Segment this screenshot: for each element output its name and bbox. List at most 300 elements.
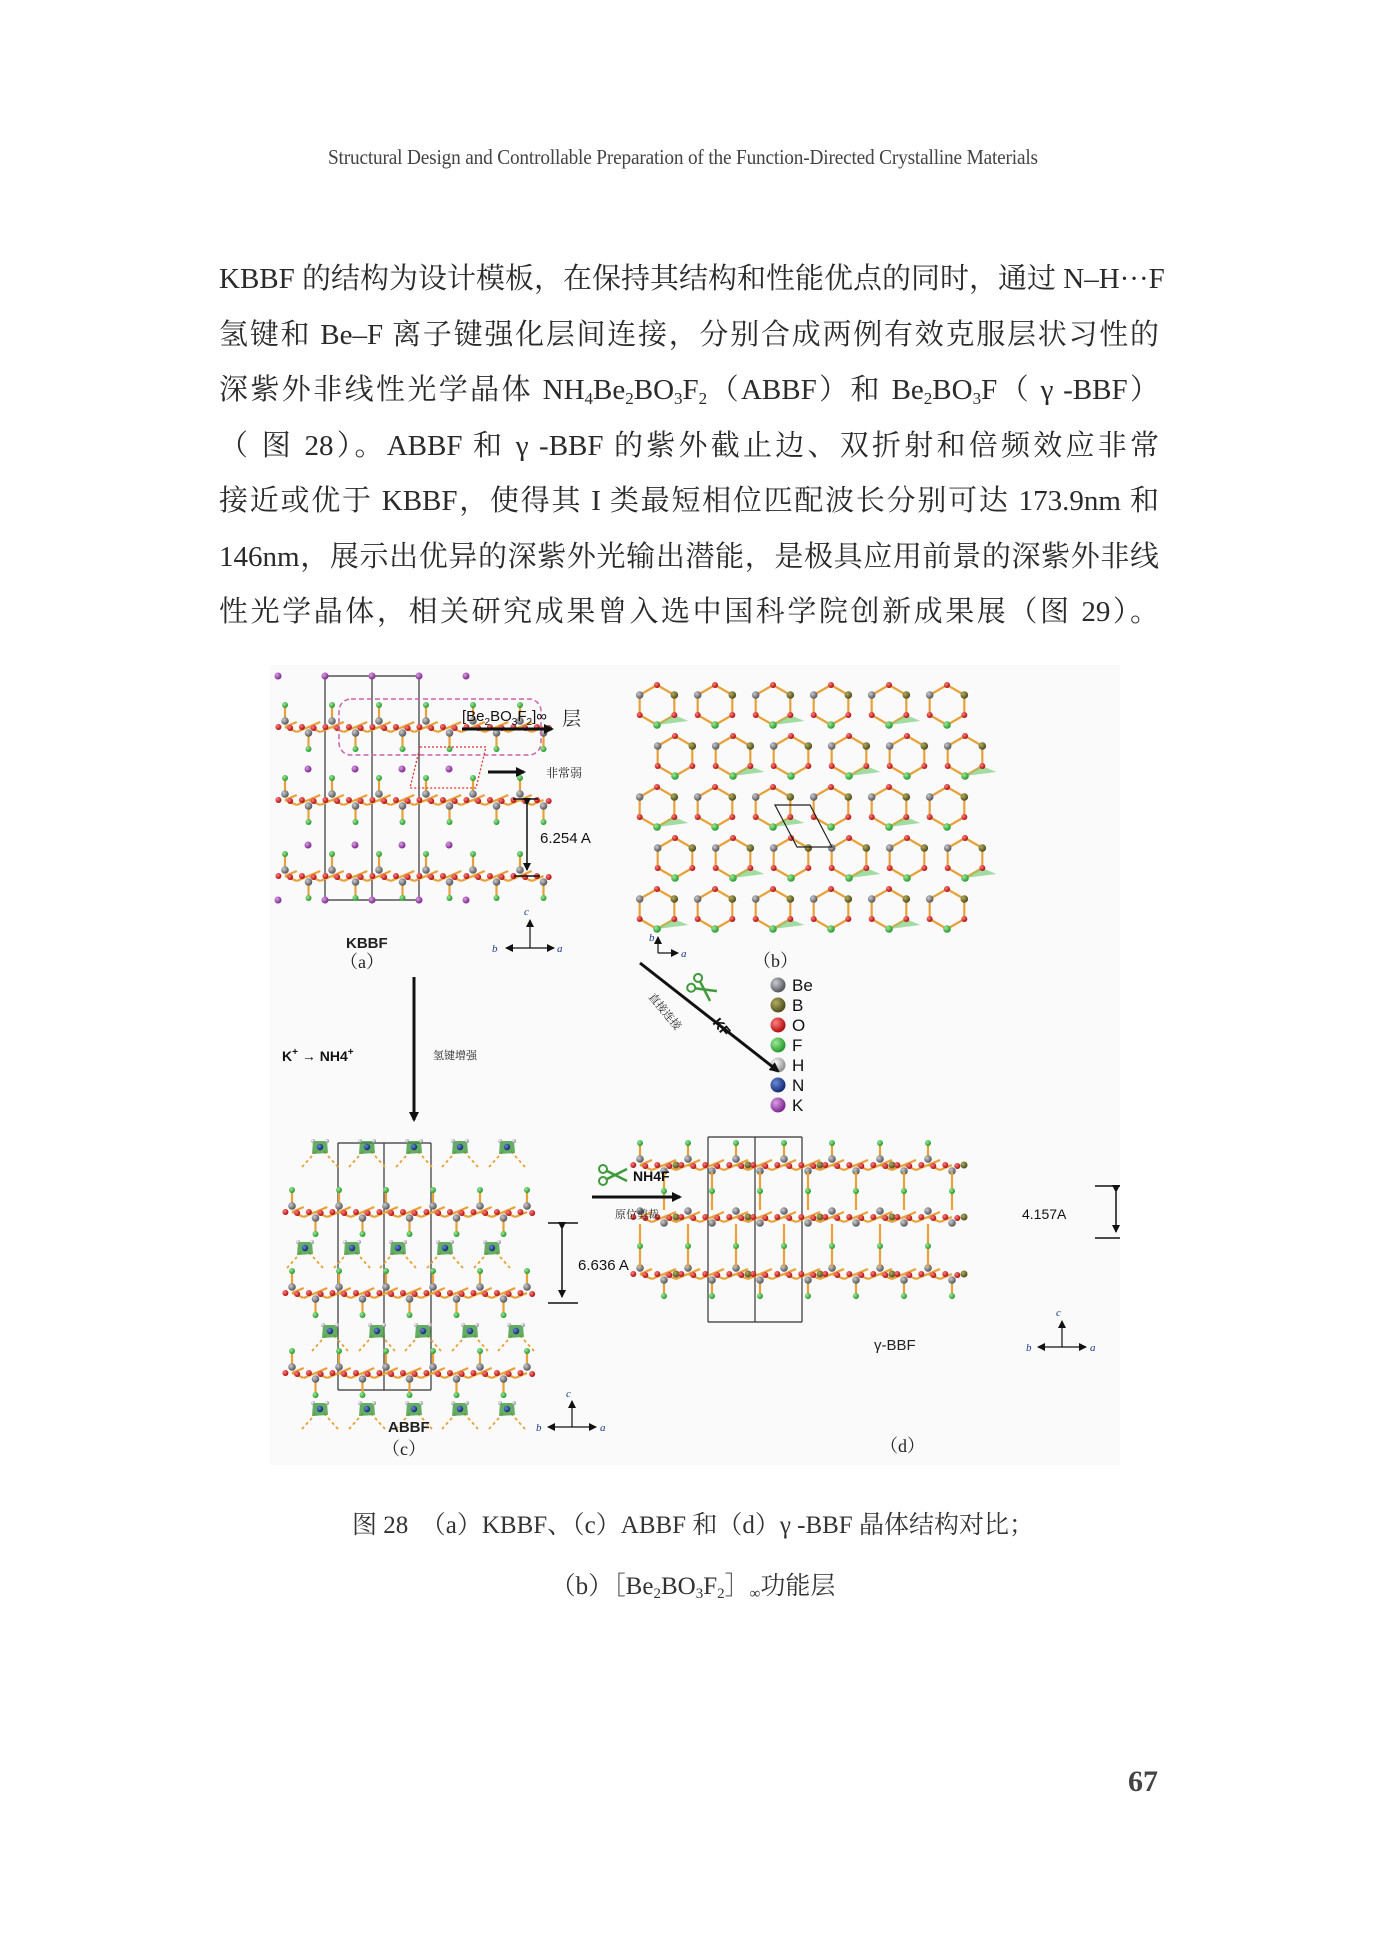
atom-b bbox=[921, 844, 929, 852]
atom-h bbox=[310, 1240, 314, 1244]
page-number: 67 bbox=[1128, 1765, 1158, 1798]
atom-be bbox=[684, 1155, 692, 1163]
atom-o bbox=[961, 814, 967, 820]
atom-o bbox=[529, 1371, 535, 1377]
atom-o bbox=[435, 1371, 441, 1377]
atom-o bbox=[788, 733, 794, 739]
atom-be bbox=[752, 895, 760, 903]
svg-text:c: c bbox=[524, 906, 529, 918]
atom-o bbox=[341, 1371, 347, 1377]
atom-o bbox=[416, 797, 422, 803]
atom-f bbox=[383, 1187, 389, 1193]
atom-o bbox=[753, 916, 759, 922]
atom-b bbox=[961, 1214, 968, 1221]
atom-o bbox=[886, 784, 892, 790]
atom-h bbox=[507, 1323, 511, 1327]
atom-o bbox=[655, 763, 661, 769]
atom-f bbox=[781, 1243, 787, 1249]
atom-be bbox=[328, 866, 336, 874]
atom-o bbox=[927, 814, 933, 820]
svg-text:b: b bbox=[492, 943, 498, 955]
atom-o bbox=[294, 1371, 300, 1377]
atom-f bbox=[653, 823, 661, 831]
atom-o bbox=[903, 712, 909, 718]
svg-text:a: a bbox=[1090, 1342, 1096, 1354]
atom-o bbox=[869, 916, 875, 922]
atom-n bbox=[364, 1144, 370, 1150]
atom-o bbox=[412, 1291, 418, 1297]
atom-f bbox=[787, 874, 795, 882]
atom-o bbox=[787, 916, 793, 922]
atom-o bbox=[517, 1290, 523, 1296]
atom-n bbox=[411, 1406, 417, 1412]
atom-o bbox=[400, 1209, 406, 1215]
atom-be bbox=[948, 1276, 956, 1284]
atom-be bbox=[399, 878, 407, 886]
legend-swatch bbox=[771, 1038, 786, 1053]
atom-be bbox=[328, 717, 336, 725]
atom-be bbox=[828, 742, 836, 750]
atom-o bbox=[529, 1210, 535, 1216]
panel-a-label: （a） bbox=[340, 952, 384, 972]
atom-o bbox=[774, 1214, 780, 1220]
atom-f bbox=[845, 772, 853, 780]
spacing-label-c: 6.636 A bbox=[578, 1257, 629, 1274]
atom-f bbox=[637, 1243, 643, 1249]
atom-be bbox=[636, 793, 644, 801]
atom-o bbox=[894, 1271, 900, 1277]
atom-o bbox=[886, 886, 892, 892]
atom-o bbox=[846, 1162, 852, 1168]
atom-o bbox=[506, 1291, 512, 1297]
atom-k bbox=[305, 842, 312, 849]
atom-o bbox=[961, 916, 967, 922]
atom-o bbox=[346, 873, 352, 879]
atom-o bbox=[858, 1272, 864, 1278]
atom-f bbox=[501, 1231, 507, 1237]
atom-o bbox=[689, 865, 695, 871]
atom-be bbox=[876, 1207, 884, 1215]
atom-be bbox=[708, 1276, 716, 1284]
atom-o bbox=[435, 1291, 441, 1297]
atom-o bbox=[405, 874, 411, 880]
atom-f bbox=[447, 819, 453, 825]
atom-f bbox=[430, 1348, 436, 1354]
legend-label: K bbox=[792, 1096, 804, 1115]
atom-o bbox=[637, 712, 643, 718]
atom-o bbox=[863, 865, 869, 871]
atom-o bbox=[287, 725, 293, 731]
atom-k bbox=[463, 897, 470, 904]
atom-o bbox=[470, 1370, 476, 1376]
atom-be bbox=[288, 1363, 296, 1371]
atom-h bbox=[414, 1323, 418, 1327]
scissors-icon bbox=[686, 972, 720, 1004]
atom-f bbox=[961, 772, 969, 780]
atom-be bbox=[654, 742, 662, 750]
atom-f bbox=[289, 1187, 295, 1193]
atom-h bbox=[419, 1401, 423, 1405]
panel-c-abbf-structure bbox=[282, 1139, 535, 1429]
panel-c-name: ABBF bbox=[388, 1419, 430, 1436]
legend-label: B bbox=[792, 996, 804, 1015]
atom-be bbox=[540, 802, 548, 810]
atom-be bbox=[422, 717, 430, 725]
atom-be bbox=[312, 1214, 320, 1222]
atom-o bbox=[666, 1215, 672, 1221]
atom-f bbox=[729, 874, 737, 882]
atom-o bbox=[786, 1272, 792, 1278]
atom-o bbox=[400, 1290, 406, 1296]
atom-o bbox=[322, 873, 328, 879]
atom-b bbox=[787, 691, 795, 699]
axes-indicator-a bbox=[492, 906, 563, 955]
atom-o bbox=[726, 1271, 732, 1277]
atom-f bbox=[769, 823, 777, 831]
atom-be bbox=[868, 895, 876, 903]
atom-o bbox=[918, 1271, 924, 1277]
body-line: 146nm，展示出优异的深紫外光输出潜能，是极具应用前景的深紫外非线 bbox=[219, 540, 1159, 573]
atom-o bbox=[353, 1370, 359, 1376]
atom-f bbox=[685, 1243, 691, 1249]
atom-o bbox=[459, 1291, 465, 1297]
atom-o bbox=[689, 763, 695, 769]
atom-f bbox=[901, 1188, 907, 1194]
atom-h bbox=[325, 1139, 329, 1143]
atom-be bbox=[429, 1283, 437, 1291]
atom-be bbox=[926, 895, 934, 903]
atom-o bbox=[428, 725, 434, 731]
atom-o bbox=[499, 798, 505, 804]
atom-o bbox=[810, 1163, 816, 1169]
atom-f bbox=[329, 851, 335, 857]
atom-o bbox=[944, 784, 950, 790]
atom-be bbox=[886, 742, 894, 750]
atom-h bbox=[325, 1401, 329, 1405]
element-legend bbox=[771, 976, 813, 1115]
svg-text:b: b bbox=[649, 932, 655, 944]
atom-be bbox=[924, 1155, 932, 1163]
atom-k bbox=[399, 766, 406, 773]
atom-b bbox=[805, 844, 813, 852]
atom-n bbox=[317, 1144, 323, 1150]
atom-f bbox=[853, 1188, 859, 1194]
atom-o bbox=[770, 886, 776, 892]
atom-be bbox=[523, 1283, 531, 1291]
atom-o bbox=[447, 1209, 453, 1215]
atom-n bbox=[349, 1245, 355, 1251]
atom-h bbox=[357, 1240, 361, 1244]
atom-f bbox=[541, 819, 547, 825]
atom-be bbox=[712, 844, 720, 852]
atom-o bbox=[863, 763, 869, 769]
atom-f bbox=[943, 721, 951, 729]
atom-n bbox=[504, 1406, 510, 1412]
atom-f bbox=[306, 819, 312, 825]
atom-be bbox=[810, 793, 818, 801]
atom-o bbox=[714, 1215, 720, 1221]
atom-h bbox=[389, 1240, 393, 1244]
atom-be bbox=[335, 1202, 343, 1210]
atom-h bbox=[372, 1401, 376, 1405]
atom-be bbox=[446, 878, 454, 886]
atom-h bbox=[450, 1240, 454, 1244]
atom-o bbox=[381, 798, 387, 804]
atom-be bbox=[636, 895, 644, 903]
atom-be bbox=[281, 717, 289, 725]
atom-o bbox=[318, 1371, 324, 1377]
atom-o bbox=[846, 835, 852, 841]
atom-o bbox=[882, 1163, 888, 1169]
atom-n bbox=[504, 1144, 510, 1150]
atom-n bbox=[395, 1245, 401, 1251]
atom-be bbox=[429, 1363, 437, 1371]
legend-swatch bbox=[771, 998, 786, 1013]
atom-f bbox=[949, 1293, 955, 1299]
atom-h bbox=[436, 1240, 440, 1244]
atom-be bbox=[281, 790, 289, 798]
atom-h bbox=[311, 1139, 315, 1143]
atom-o bbox=[299, 797, 305, 803]
atom-f bbox=[470, 851, 476, 857]
atom-o bbox=[423, 1290, 429, 1296]
atom-o bbox=[903, 916, 909, 922]
atom-f bbox=[805, 1293, 811, 1299]
atom-f bbox=[949, 1188, 955, 1194]
atom-n bbox=[457, 1144, 463, 1150]
figure-caption-line-1: 图 28 （a）KBBF、（c）ABBF 和（d）γ -BBF 晶体结构对比； bbox=[352, 1512, 1034, 1539]
atom-o bbox=[729, 814, 735, 820]
atom-o bbox=[482, 1210, 488, 1216]
atom-h bbox=[358, 1139, 362, 1143]
atom-f bbox=[903, 772, 911, 780]
atom-f bbox=[827, 823, 835, 831]
atom-b bbox=[903, 691, 911, 699]
atom-o bbox=[713, 865, 719, 871]
atom-be bbox=[352, 878, 360, 886]
atom-h bbox=[497, 1240, 501, 1244]
panel-b-label: （b） bbox=[753, 951, 798, 971]
atom-o bbox=[318, 1210, 324, 1216]
atom-f bbox=[360, 1312, 366, 1318]
atom-o bbox=[811, 712, 817, 718]
atom-o bbox=[747, 865, 753, 871]
atom-o bbox=[306, 1370, 312, 1376]
atom-o bbox=[463, 873, 469, 879]
atom-f bbox=[885, 823, 893, 831]
atom-o bbox=[381, 874, 387, 880]
atom-n bbox=[374, 1328, 380, 1334]
atom-h bbox=[483, 1240, 487, 1244]
atom-be bbox=[886, 844, 894, 852]
atom-o bbox=[329, 1370, 335, 1376]
atom-be bbox=[684, 1207, 692, 1215]
atom-f bbox=[781, 1140, 787, 1146]
atom-o bbox=[828, 784, 834, 790]
atom-h bbox=[403, 1240, 407, 1244]
atom-o bbox=[961, 712, 967, 718]
atom-f bbox=[733, 1140, 739, 1146]
legend-label: O bbox=[792, 1016, 806, 1035]
atom-k bbox=[416, 673, 423, 680]
atom-be bbox=[756, 1219, 764, 1227]
atom-f bbox=[829, 1140, 835, 1146]
layer-formula-label: $[Be_2BO_3F_2]\infty$ bbox=[462, 708, 547, 728]
atom-o bbox=[750, 1214, 756, 1220]
atom-o bbox=[353, 1209, 359, 1215]
atom-f bbox=[885, 721, 893, 729]
legend-label: N bbox=[792, 1076, 805, 1095]
atom-f bbox=[360, 1231, 366, 1237]
body-line: （ 图 28）。ABBF 和 γ -BBF 的紫外截止边、双折射和倍频效应非常 bbox=[219, 429, 1159, 462]
atom-be bbox=[399, 802, 407, 810]
atom-be bbox=[636, 691, 644, 699]
svg-text:b: b bbox=[1026, 1342, 1032, 1354]
atom-o bbox=[753, 712, 759, 718]
atom-o bbox=[695, 814, 701, 820]
atom-f bbox=[306, 895, 312, 901]
atom-be bbox=[312, 1375, 320, 1383]
atom-f bbox=[407, 1392, 413, 1398]
atom-o bbox=[671, 712, 677, 718]
atom-f bbox=[853, 1293, 859, 1299]
atom-o bbox=[747, 763, 753, 769]
atom-be bbox=[900, 1276, 908, 1284]
atom-o bbox=[416, 724, 422, 730]
atom-o bbox=[346, 797, 352, 803]
atom-n bbox=[327, 1328, 333, 1334]
atom-k bbox=[463, 673, 470, 680]
atom-be bbox=[335, 1363, 343, 1371]
atom-f bbox=[423, 775, 429, 781]
atom-f bbox=[313, 1392, 319, 1398]
atom-be bbox=[810, 691, 818, 699]
atom-o bbox=[459, 1371, 465, 1377]
atom-f bbox=[353, 746, 359, 752]
atom-be bbox=[712, 742, 720, 750]
atom-k bbox=[352, 842, 359, 849]
atom-o bbox=[805, 865, 811, 871]
spacing-label-d: 4.157A bbox=[1022, 1206, 1067, 1222]
atom-be bbox=[375, 790, 383, 798]
atom-h bbox=[419, 1139, 423, 1143]
atom-n bbox=[442, 1245, 448, 1251]
atom-f bbox=[901, 1293, 907, 1299]
atom-o bbox=[927, 712, 933, 718]
atom-o bbox=[678, 1162, 684, 1168]
atom-f bbox=[711, 823, 719, 831]
atom-f bbox=[671, 772, 679, 780]
panel-c-label: （c） bbox=[382, 1439, 426, 1459]
atom-f bbox=[376, 775, 382, 781]
atom-be bbox=[446, 802, 454, 810]
atom-be bbox=[868, 793, 876, 801]
atom-b bbox=[961, 793, 969, 801]
atom-be bbox=[876, 1155, 884, 1163]
cation-substitution-label: K+ → NH4+ bbox=[282, 1047, 354, 1064]
atom-b bbox=[787, 895, 795, 903]
atom-o bbox=[942, 1271, 948, 1277]
atom-b bbox=[903, 895, 911, 903]
atom-o bbox=[930, 1272, 936, 1278]
atom-o bbox=[753, 814, 759, 820]
arrow-a-to-d bbox=[640, 963, 778, 1071]
atom-o bbox=[695, 916, 701, 922]
atom-be bbox=[523, 1202, 531, 1210]
atom-o bbox=[671, 916, 677, 922]
atom-o bbox=[942, 1214, 948, 1220]
running-header: Structural Design and Controllable Preparation of the Function-Directed Crystalline Materials bbox=[328, 145, 1038, 169]
atom-k bbox=[446, 766, 453, 773]
svg-text:a: a bbox=[681, 948, 687, 960]
atom-h bbox=[498, 1401, 502, 1405]
atom-be bbox=[375, 866, 383, 874]
atom-be bbox=[422, 790, 430, 798]
legend-item-h bbox=[771, 1056, 805, 1075]
atom-o bbox=[405, 725, 411, 731]
atom-f bbox=[877, 1140, 883, 1146]
atom-o bbox=[712, 784, 718, 790]
atom-f bbox=[329, 702, 335, 708]
atom-b bbox=[961, 895, 969, 903]
atom-f bbox=[711, 925, 719, 933]
atom-o bbox=[282, 1370, 288, 1376]
atom-f bbox=[877, 1243, 883, 1249]
atom-o bbox=[954, 1163, 960, 1169]
atom-h bbox=[498, 1139, 502, 1143]
legend-label: F bbox=[792, 1036, 803, 1055]
atom-be bbox=[281, 866, 289, 874]
atom-o bbox=[365, 1371, 371, 1377]
atom-o bbox=[829, 865, 835, 871]
atom-k bbox=[275, 673, 282, 680]
atom-f bbox=[845, 874, 853, 882]
atom-f bbox=[282, 851, 288, 857]
atom-f bbox=[376, 851, 382, 857]
atom-o bbox=[846, 733, 852, 739]
atom-o bbox=[787, 712, 793, 718]
atom-n bbox=[317, 1406, 323, 1412]
body-line: 深紫外非线性光学晶体 $NH_4Be_2BO_3F_2(ABBF)$和 $Be_2BO_3F$（ γ -BBF） bbox=[219, 374, 1159, 408]
atom-be bbox=[523, 1363, 531, 1371]
atom-o bbox=[353, 1290, 359, 1296]
atom-f bbox=[353, 895, 359, 901]
atom-o bbox=[642, 1272, 648, 1278]
atom-f bbox=[925, 1140, 931, 1146]
atom-o bbox=[762, 1163, 768, 1169]
atom-o bbox=[487, 797, 493, 803]
panel-d-gamma-bbf-structure bbox=[630, 1137, 967, 1322]
atom-o bbox=[887, 865, 893, 871]
atom-f bbox=[787, 772, 795, 780]
atom-be bbox=[926, 691, 934, 699]
nh4f-reagent-label: NH4F bbox=[633, 1168, 670, 1184]
atom-o bbox=[475, 798, 481, 804]
atom-o bbox=[440, 797, 446, 803]
atom-o bbox=[376, 1290, 382, 1296]
atom-o bbox=[412, 1210, 418, 1216]
atom-k bbox=[399, 842, 406, 849]
atom-o bbox=[846, 1214, 852, 1220]
atom-h bbox=[343, 1240, 347, 1244]
atom-o bbox=[828, 886, 834, 892]
atom-o bbox=[750, 1162, 756, 1168]
atom-o bbox=[365, 1210, 371, 1216]
atom-o bbox=[834, 1215, 840, 1221]
atom-be bbox=[406, 1214, 414, 1222]
atom-o bbox=[487, 873, 493, 879]
atom-f bbox=[661, 1188, 667, 1194]
